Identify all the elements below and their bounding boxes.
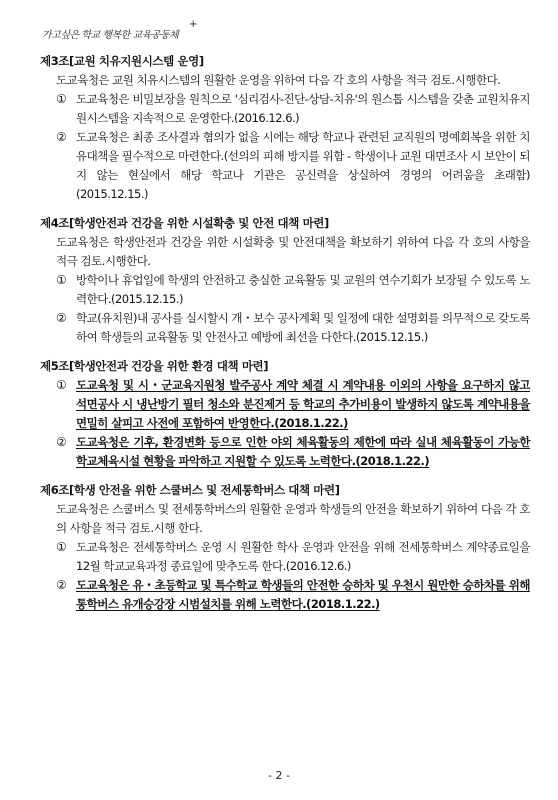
clause-text: 방학이나 휴업일에 학생의 안전하고 충실한 교육활동 및 교원의 연수기회가 보장될 수 있도록 노력한다.(2015.12.15.): [76, 273, 530, 306]
clause-number: ①: [56, 378, 67, 392]
article-title: 제4조[학생안전과 건강을 위한 시설확충 및 안전 대책 마련]: [40, 216, 329, 230]
clause-number: ②: [56, 578, 67, 592]
clause-number: ①: [56, 273, 67, 287]
clause-text: 도교육청은 기후, 환경변화 등으로 인한 야외 체육활동의 제한에 따라 실내 체육활동이 가능한 학교체육시설 현황을 파악하고 지원할 수 있도록 노력한다.(2018.1.22.): [76, 435, 530, 468]
clause-text: 도교육청 및 시・군교육지원청 발주공사 계약 체결 시 계약내용 이외의 사항을 요구하지 않고 석면공사 시 냉난방기 필터 청소와 분진제거 등 학교의 추가비용이 발생하지 않도록 계약내용을 면밀히 살피고 사전에 포함하여 반영한다.(2018.1.22.): [76, 378, 530, 430]
article-intro: 도교육청은 스쿨버스 및 전세통학버스의 원활한 운영과 학생들의 안전을 확보하기 위하여 다음 각 호의 사항을 적극 검토․시행 한다.: [56, 502, 530, 535]
logo: [42, 19, 197, 41]
clause-number: ②: [56, 130, 67, 144]
clause-text: 도교육청은 유・초등학교 및 특수학교 학생들의 안전한 승하차 및 우천시 원만한 승하차를 위해 통학버스 유개승강장 시범설치를 위해 노력한다.(2018.1.22.): [76, 578, 530, 611]
clause-number: ①: [56, 92, 67, 106]
logo-plus-mark: +: [189, 19, 197, 30]
clause-number: ①: [56, 540, 67, 554]
clause: [56, 309, 530, 347]
clause-number: ②: [56, 435, 67, 449]
clause-amended: [56, 576, 530, 614]
article-intro: 도교육청은 교원 치유시스템의 원활한 운영을 위하여 다음 각 호의 사항을 적극 검토․시행한다.: [56, 73, 501, 87]
clause-number: ②: [56, 311, 67, 325]
clause-text: 도교육청은 비밀보장을 원칙으로 '심리검사-진단-상담-치유'의 원스톱 시스템을 갖춘 교원치유지원시스템을 지속적으로 운영한다.(2016.12.6.): [76, 92, 530, 125]
clause: [56, 128, 530, 204]
article-intro: 도교육청은 학생안전과 건강을 위한 시설확충 및 안전대책을 확보하기 위하여 다음 각 호의 사항을 적극 검토․시행한다.: [56, 235, 530, 268]
article-5: [40, 357, 530, 471]
clause-text: 도교육청은 최종 조사결과 혐의가 없을 시에는 해당 학교나 관련된 교직원의 명예회복을 위한 치유대책을 필수적으로 마련한다.(선의의 피해 방지를 위함 - 학생이나 교원 대면조사 시 보안이 되지 않는 현실에서 해당 학교나 기관은 공신력을 상실하여 경영의 어려움을 초래함)(2015.12.15.): [76, 130, 530, 201]
clause-text: 학교(유치원)내 공사를 실시할시 개・보수 공사계획 및 일정에 대한 설명회를 의무적으로 갖도록 하여 학생들의 교육활동 및 안전사고 예방에 최선을 다한다.(2015.12.15.): [76, 311, 530, 344]
document-body: [40, 52, 530, 624]
article-title: 제3조[교원 치유지원시스템 운영]: [40, 54, 204, 68]
clause-amended: [56, 376, 530, 433]
clause: [56, 90, 530, 128]
article-title: 제6조[학생 안전을 위한 스쿨버스 및 전세통학버스 대책 마련]: [40, 483, 340, 497]
clause-amended: [56, 433, 530, 471]
clause: [56, 538, 530, 576]
article-3: [40, 52, 530, 204]
clause: [56, 271, 530, 309]
logo-text: 가고싶은 학교 행복한 교육공동체: [42, 30, 179, 41]
page-number: - 2 -: [268, 769, 290, 782]
article-4: [40, 214, 530, 347]
article-title: 제5조[학생안전과 건강을 위한 환경 대책 마련]: [40, 359, 269, 373]
clause-text: 도교육청은 전세통학버스 운영 시 원활한 학사 운영과 안전을 위해 전세통학버스 계약종료일을 12월 학교교육과정 종료일에 맞추도록 한다.(2016.12.6.): [76, 540, 530, 573]
article-6: [40, 481, 530, 614]
